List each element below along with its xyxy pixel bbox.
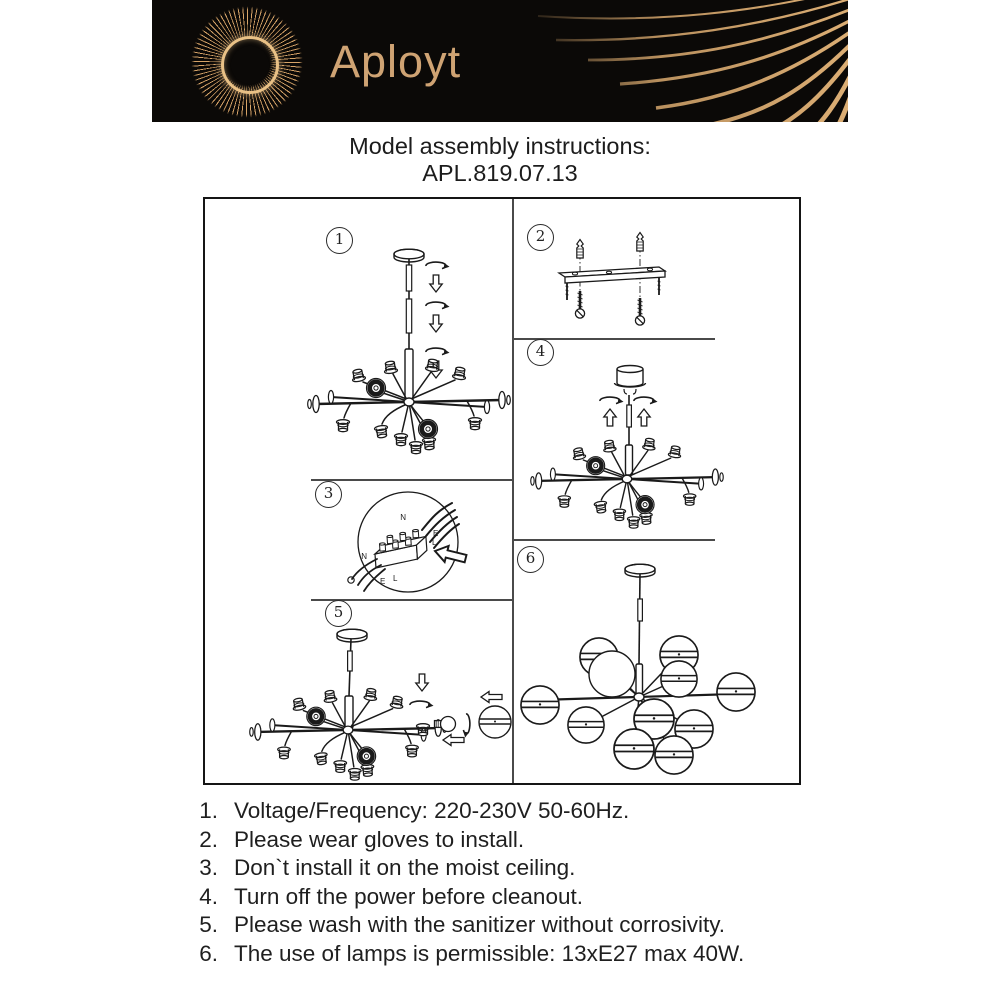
step-badge-3: 3 xyxy=(315,481,342,508)
glass-shade xyxy=(479,706,511,738)
rotate-arrow-icon xyxy=(463,714,470,738)
instruction-number: 3. xyxy=(199,855,218,881)
step6-diagram xyxy=(521,564,755,774)
step4-diagram xyxy=(531,366,723,529)
mounting-bracket xyxy=(559,267,665,300)
step3-diagram xyxy=(348,492,468,592)
rotate-arrow-icon xyxy=(634,397,658,404)
wire-label-n-out: N xyxy=(361,552,367,561)
ceiling-canopy xyxy=(337,629,367,642)
instruction-text: Please wear gloves to install. xyxy=(234,826,525,852)
instruction-text: Voltage/Frequency: 220-230V 50-60Hz. xyxy=(234,798,630,823)
mounting-screw xyxy=(635,298,644,325)
terminal-block xyxy=(373,529,427,568)
hanging-rod xyxy=(345,639,353,728)
rotate-arrow-icon xyxy=(600,397,624,404)
wall-anchor xyxy=(637,233,643,252)
down-arrow-icon xyxy=(416,674,428,691)
rotate-arrow-icon xyxy=(426,348,450,355)
page-title xyxy=(0,133,1000,187)
instruction-number: 6. xyxy=(199,940,218,966)
ceiling-canopy-cylinder xyxy=(615,366,646,395)
assembly-diagram-box xyxy=(203,197,801,785)
direction-arrow-icon xyxy=(433,543,468,567)
step-badge-5: 5 xyxy=(325,600,352,627)
hanging-rod xyxy=(626,395,633,475)
instruction-number: 5. xyxy=(199,912,218,938)
instruction-item xyxy=(185,911,744,940)
step2-diagram xyxy=(559,232,665,325)
down-arrow-icon xyxy=(430,315,442,332)
wall-anchor xyxy=(577,240,583,259)
hanging-rod xyxy=(636,574,643,694)
brand-banner xyxy=(152,0,848,122)
left-arrow-icon xyxy=(481,692,502,703)
instruction-text: Please wash with the sanitizer without corrosivity. xyxy=(234,912,726,938)
rotate-arrow-icon xyxy=(426,262,450,269)
model-number: APL.819.07.13 xyxy=(422,160,578,186)
supply-wires xyxy=(422,503,459,548)
instruction-number: 1. xyxy=(199,798,218,823)
wire-label-e-in: E xyxy=(433,529,439,538)
step-badge-2: 2 xyxy=(527,224,554,251)
instruction-text: Don`t install it on the moist ceiling. xyxy=(234,855,576,881)
assembly-steps-art xyxy=(205,199,799,783)
wire-label-l-out: L xyxy=(393,574,398,583)
mounting-screw xyxy=(575,291,584,318)
up-arrow-icon xyxy=(638,409,650,426)
instruction-item xyxy=(185,940,744,969)
rotate-arrow-icon xyxy=(410,701,434,708)
instruction-item xyxy=(185,883,744,912)
wire-label-e-out: E xyxy=(380,577,386,586)
up-arrow-icon xyxy=(604,409,616,426)
sunburst-ring-icon xyxy=(221,36,279,94)
instruction-item xyxy=(185,854,744,883)
instruction-item xyxy=(185,826,744,855)
ray-decoration-icon xyxy=(508,0,848,122)
down-arrow-icon xyxy=(430,275,442,292)
rotate-arrow-icon xyxy=(426,302,450,309)
title-line1: Model assembly instructions: xyxy=(349,133,651,159)
step-badge-6: 6 xyxy=(517,546,544,573)
instruction-number: 4. xyxy=(199,883,218,909)
step-badge-1: 1 xyxy=(326,227,353,254)
wire-label-n-in: N xyxy=(400,513,406,522)
instruction-item xyxy=(185,797,744,826)
bare-globe xyxy=(589,651,635,697)
instruction-text: Turn off the power before cleanout. xyxy=(234,883,583,909)
step1-diagram xyxy=(308,249,511,454)
instruction-list xyxy=(185,797,744,969)
hanging-rod xyxy=(405,259,413,399)
step5-diagram xyxy=(250,629,511,780)
left-arrow-icon xyxy=(443,735,464,746)
instruction-text: The use of lamps is permissible: 13xE27 max 40W. xyxy=(234,940,745,966)
wire-label-l-in: L xyxy=(432,538,437,547)
brand-name: Aployt xyxy=(330,36,462,87)
instruction-number: 2. xyxy=(199,826,218,852)
step-badge-4: 4 xyxy=(527,339,554,366)
